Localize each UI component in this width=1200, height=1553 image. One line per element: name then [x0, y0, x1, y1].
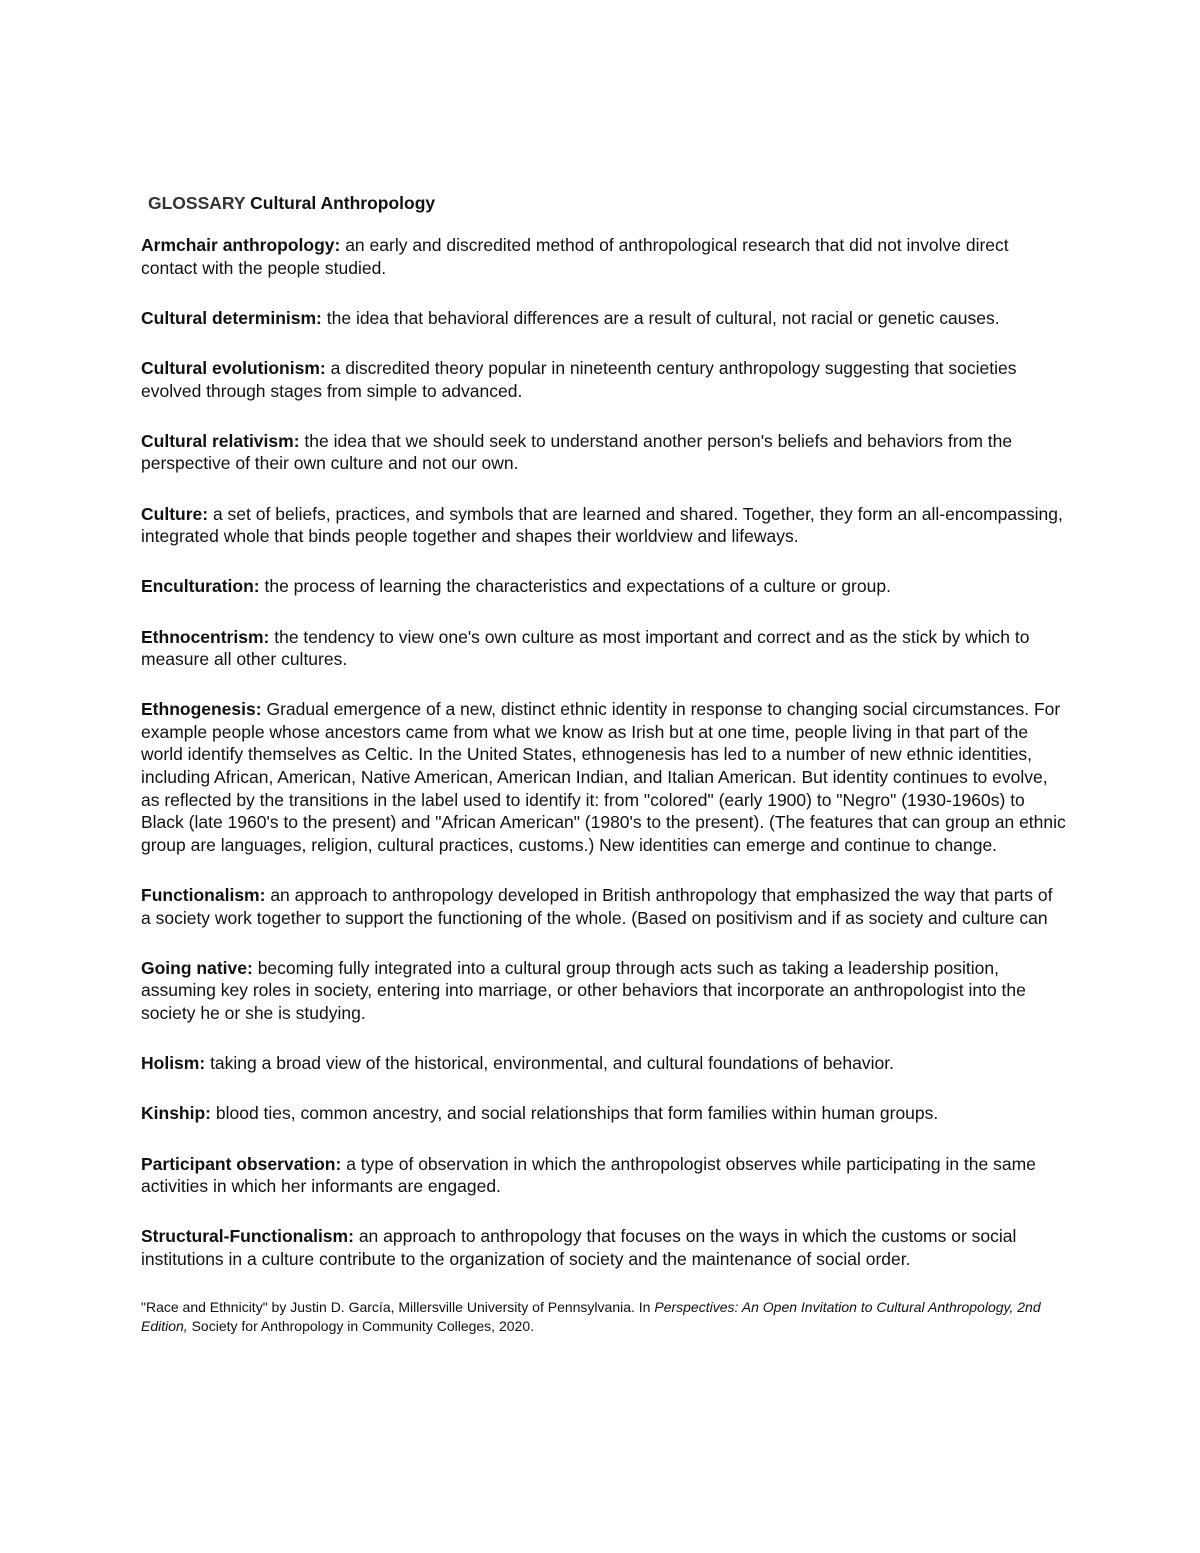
document-page	[141, 191, 1066, 1335]
glossary-definition: a discredited theory popular in nineteenth century anthropology suggesting that societies evolved through stages from simple to advanced.	[141, 357, 1017, 401]
glossary-term: Holism:	[141, 1053, 206, 1074]
glossary-entry	[141, 1052, 1066, 1075]
glossary-entry	[141, 307, 1066, 330]
citation-italic-text: Perspectives: An Open Invitation to Cultural Anthropology, 2nd Edition,	[141, 1299, 1041, 1334]
glossary-term: Kinship:	[141, 1103, 211, 1124]
glossary-term: Armchair anthropology:	[141, 235, 341, 255]
title-main: Cultural Anthropology	[250, 193, 436, 213]
glossary-term: Structural-Functionalism:	[141, 1226, 354, 1247]
glossary-entry	[141, 234, 1066, 279]
glossary-term: Ethnocentrism:	[141, 626, 270, 647]
glossary-entry	[141, 575, 1066, 598]
glossary-entry	[141, 1153, 1066, 1198]
citation-text: "Race and Ethnicity" by Justin D. García, Millersville University of Pennsylvania. In	[141, 1299, 655, 1316]
glossary-entry	[141, 957, 1066, 1025]
glossary-definition: taking a broad view of the historical, environmental, and cultural foundations of behavior.	[210, 1053, 894, 1074]
glossary-term: Enculturation:	[141, 576, 260, 597]
glossary-entry	[141, 626, 1066, 671]
glossary-definition: the tendency to view one's own culture as most important and correct and as the stick by which to measure all other cultures.	[141, 626, 1030, 670]
glossary-definition: blood ties, common ancestry, and social relationships that form families within human groups.	[215, 1103, 939, 1124]
glossary-term: Participant observation:	[141, 1153, 342, 1174]
glossary-definition: an early and discredited method of anthropological research that did not involve direct contact with the people studied.	[141, 235, 1009, 278]
glossary-term: Going native:	[141, 957, 253, 978]
glossary-definition: a set of beliefs, practices, and symbols that are learned and shared. Together, they form an all-encompassing, integrated whole that binds people together and shapes their worldview and lifeways.	[141, 503, 1063, 547]
glossary-entry	[141, 884, 1066, 929]
glossary-entry	[141, 430, 1066, 475]
glossary-definition: the idea that behavioral differences are a result of cultural, not racial or genetic causes.	[326, 307, 1000, 328]
glossary-term: Functionalism:	[141, 885, 266, 906]
glossary-entry	[141, 1102, 1066, 1125]
glossary-definition: an approach to anthropology that focuses on the ways in which the customs or social institutions in a culture contribute to the organization of society and the maintenance of social order.	[141, 1226, 1017, 1269]
glossary-entry	[141, 1225, 1066, 1270]
citation	[141, 1298, 1066, 1335]
glossary-definition: the process of learning the characteristics and expectations of a culture or group.	[264, 576, 891, 597]
glossary-term: Cultural relativism:	[141, 430, 300, 451]
title-prefix: GLOSSARY	[148, 193, 246, 213]
glossary-term: Cultural evolutionism:	[141, 357, 326, 378]
glossary-definition: a type of observation in which the anthropologist observes while participating in the same activities in which her informants are engaged.	[141, 1153, 1036, 1197]
glossary-definition: becoming fully integrated into a cultural group through acts such as taking a leadership position, assuming key roles in society, entering into marriage, or other behaviors that incorporate an anthropologist into the society he or she is studying.	[141, 957, 1026, 1023]
citation-text-end: Society for Anthropology in Community Colleges, 2020.	[187, 1317, 534, 1334]
glossary-entry	[141, 698, 1066, 856]
glossary-definition: an approach to anthropology developed in British anthropology that emphasized the way that parts of a society work together to support the functioning of the whole. (Based on positivism and if as society and culture can	[141, 885, 1053, 928]
document-title	[148, 191, 1066, 215]
glossary-entry	[141, 357, 1066, 402]
glossary-definition: Gradual emergence of a new, distinct ethnic identity in response to changing social circumstances. For example people whose ancestors came from what we know as Irish but at one time, people living in that part of the world identify themselves as Celtic. In the United States, ethnogenesis has led to a number of new ethnic identities, including African, American, Native American, American Indian, and Italian American. But identity continues to evolve, as reflected by the transitions in the label used to identify it: from "colored" (early 1900) to "Negro" (1930-1960s) to Black (late 1960's to the present) and "African American" (1980's to the present). (The features that can group an ethnic group are languages, religion, cultural practices, customs.) New identities can emerge and continue to change.	[141, 699, 1066, 855]
glossary-term: Cultural determinism:	[141, 307, 322, 328]
glossary-term: Ethnogenesis:	[141, 699, 262, 720]
glossary-definition: the idea that we should seek to understand another person's beliefs and behaviors from the perspective of their own culture and not our own.	[141, 430, 1013, 474]
glossary-term: Culture:	[141, 503, 209, 524]
glossary-entry	[141, 503, 1066, 548]
